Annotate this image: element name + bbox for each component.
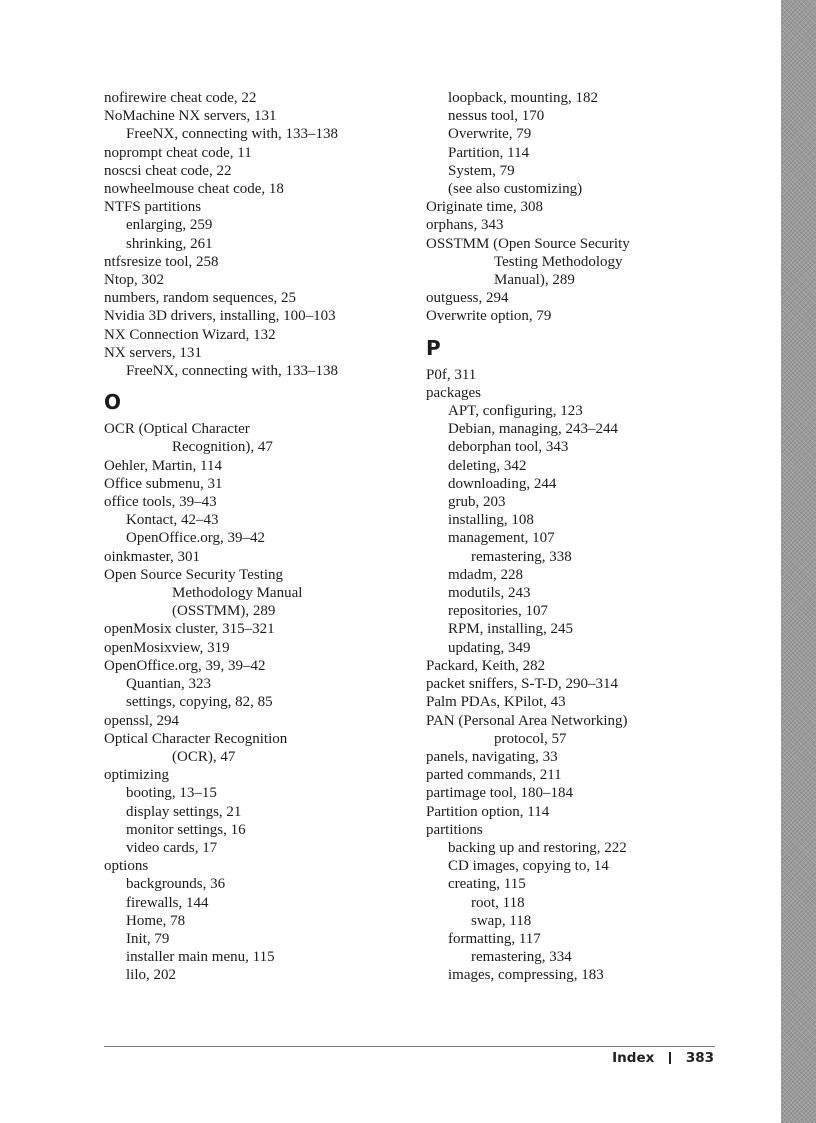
index-entry: packet sniffers, S-T-D, 290–314	[426, 676, 619, 693]
index-entry-continuation: Testing Methodology	[494, 253, 623, 270]
index-entry: NX servers, 131	[104, 344, 202, 361]
index-entry: optimizing	[104, 767, 169, 784]
index-entry: display settings, 21	[126, 803, 242, 820]
index-entry: backing up and restoring, 222	[448, 839, 627, 856]
index-entry: Open Source Security Testing	[104, 566, 284, 583]
index-entry-continuation: (OSSTMM), 289	[172, 603, 276, 620]
index-entry: formatting, 117	[448, 930, 541, 947]
page-footer	[612, 1050, 714, 1066]
index-entry: booting, 13–15	[126, 785, 217, 802]
section-heading: O	[104, 390, 122, 415]
index-entry: packages	[426, 384, 481, 401]
index-entry: Partition, 114	[448, 144, 530, 161]
index-entry: Office submenu, 31	[104, 475, 223, 492]
index-entry: openssl, 294	[104, 712, 179, 729]
index-entry: Home, 78	[126, 912, 186, 929]
index-entry: installing, 108	[448, 512, 534, 529]
index-entry: management, 107	[448, 530, 555, 547]
index-entry: partimage tool, 180–184	[426, 785, 574, 802]
index-entry: downloading, 244	[448, 475, 557, 492]
index-entry: System, 79	[448, 162, 515, 179]
index-entry: loopback, mounting, 182	[448, 90, 598, 106]
index-entry: noscsi cheat code, 22	[104, 162, 232, 179]
index-entry: openMosix cluster, 315–321	[104, 621, 275, 638]
index-entry: Debian, managing, 243–244	[448, 421, 618, 438]
index-entry: oinkmaster, 301	[104, 548, 201, 565]
page-number: 383	[685, 1050, 714, 1066]
thumb-index-tab	[781, 0, 816, 1123]
index-entry: panels, navigating, 33	[426, 748, 558, 765]
index-entry: Oehler, Martin, 114	[104, 457, 222, 474]
index-entry-continuation: Recognition), 47	[172, 439, 273, 456]
index-entry: nowheelmouse cheat code, 18	[104, 181, 284, 198]
index-entry: OSSTMM (Open Source Security	[426, 235, 630, 252]
index-entry: lilo, 202	[126, 967, 177, 984]
index-entry: mdadm, 228	[448, 566, 523, 583]
section-heading: P	[426, 335, 441, 360]
index-entry: Kontact, 42–43	[126, 512, 219, 529]
index-entry: Overwrite option, 79	[426, 308, 552, 325]
index-entry: updating, 349	[448, 639, 531, 656]
index-entry: Partition option, 114	[426, 803, 550, 820]
index-entry: OCR (Optical Character	[104, 421, 250, 438]
index-entry: repositories, 107	[448, 603, 548, 620]
index-entry: openMosixview, 319	[104, 639, 230, 656]
index-entry: parted commands, 211	[426, 767, 562, 784]
index-column-left	[104, 89, 419, 985]
index-entry: modutils, 243	[448, 585, 531, 602]
index-entry: numbers, random sequences, 25	[104, 290, 297, 307]
index-entry: partitions	[426, 821, 483, 838]
index-entry: monitor settings, 16	[126, 821, 246, 838]
index-entry: Quantian, 323	[126, 676, 211, 693]
index-entry: NX Connection Wizard, 132	[104, 326, 276, 343]
index-entry: FreeNX, connecting with, 133–138	[126, 363, 339, 380]
index-entry: backgrounds, 36	[126, 876, 226, 893]
index-entry: orphans, 343	[426, 217, 504, 234]
index-entry: OpenOffice.org, 39–42	[126, 530, 265, 547]
index-entry: outguess, 294	[426, 290, 509, 307]
index-entry: APT, configuring, 123	[448, 403, 583, 420]
index-entry: OpenOffice.org, 39, 39–42	[104, 657, 266, 674]
index-entry: swap, 118	[471, 912, 532, 929]
index-entry: Optical Character Recognition	[104, 730, 288, 747]
footer-rule	[104, 1046, 715, 1047]
index-entry: remastering, 338	[471, 548, 572, 565]
index-entry: settings, copying, 82, 85	[126, 694, 273, 711]
index-entry: remastering, 334	[471, 949, 572, 966]
index-entry: creating, 115	[448, 876, 526, 893]
index-entry: nofirewire cheat code, 22	[104, 90, 257, 106]
index-entry-continuation: Manual), 289	[494, 272, 575, 289]
index-entry: deleting, 342	[448, 457, 527, 474]
index-entry: PAN (Personal Area Networking)	[426, 712, 628, 729]
index-entry: grub, 203	[448, 494, 506, 511]
index-entry: Overwrite, 79	[448, 126, 532, 143]
footer-label: Index	[612, 1050, 655, 1066]
index-entry: NoMachine NX servers, 131	[104, 108, 277, 125]
index-entry: RPM, installing, 245	[448, 621, 574, 638]
index-entry: images, compressing, 183	[448, 967, 604, 984]
index-entry: root, 118	[471, 894, 525, 911]
index-entry: Nvidia 3D drivers, installing, 100–103	[104, 308, 336, 325]
index-entry: Packard, Keith, 282	[426, 657, 546, 674]
index-entry: P0f, 311	[426, 366, 477, 383]
index-entry: installer main menu, 115	[126, 949, 275, 966]
index-entry: Ntop, 302	[104, 272, 164, 289]
index-entry: (see also customizing)	[448, 181, 583, 198]
index-entry: enlarging, 259	[126, 217, 213, 234]
index-entry: video cards, 17	[126, 839, 218, 856]
index-entry: office tools, 39–43	[104, 494, 217, 511]
index-entry: Palm PDAs, KPilot, 43	[426, 694, 566, 711]
index-entry: shrinking, 261	[126, 235, 213, 252]
footer-separator	[669, 1052, 671, 1064]
index-entry: Originate time, 308	[426, 199, 544, 216]
index-entry: nessus tool, 170	[448, 108, 545, 125]
index-entry: FreeNX, connecting with, 133–138	[126, 126, 339, 143]
index-column-right	[426, 89, 771, 985]
index-entry: CD images, copying to, 14	[448, 858, 609, 875]
index-entry-continuation: (OCR), 47	[172, 748, 236, 765]
index-entry: Init, 79	[126, 930, 170, 947]
index-entry: ntfsresize tool, 258	[104, 253, 219, 270]
index-entry: firewalls, 144	[126, 894, 209, 911]
index-entry: noprompt cheat code, 11	[104, 144, 252, 161]
index-entry-continuation: Methodology Manual	[172, 585, 303, 602]
index-entry: options	[104, 858, 149, 875]
index-entry: deborphan tool, 343	[448, 439, 569, 456]
index-entry-continuation: protocol, 57	[494, 730, 567, 747]
index-entry: NTFS partitions	[104, 199, 202, 216]
